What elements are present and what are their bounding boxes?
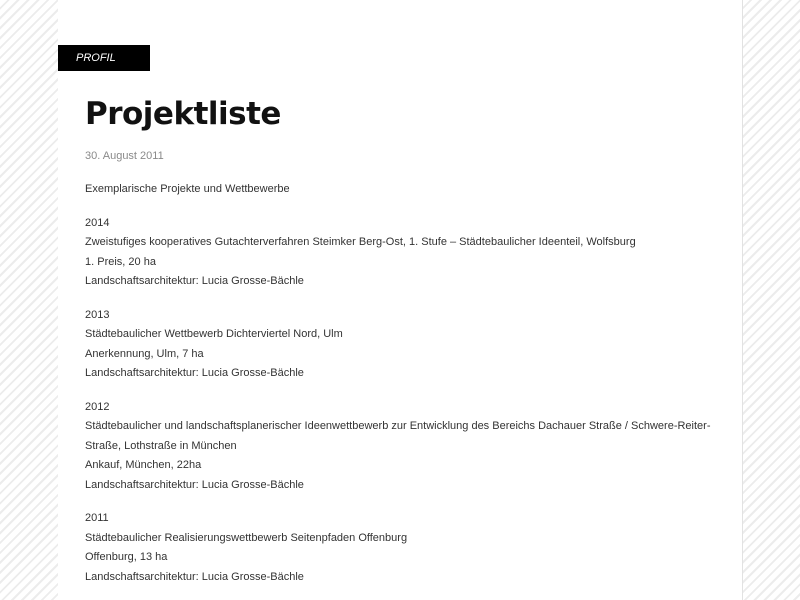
project-title: Städtebaulicher Wettbewerb Dichterviertel Nord, Ulm [85, 328, 343, 340]
project-result: Ankauf, München, 22ha [85, 459, 202, 471]
project-landscape-architect: Landschaftsarchitektur: Lucia Grosse-Bächle [85, 275, 304, 287]
project-landscape-architect: Landschaftsarchitektur: Lucia Grosse-Bächle [85, 570, 304, 583]
project-entry-2011 [85, 509, 725, 587]
project-landscape-architect: Landschaftsarchitektur: Lucia Grosse-Bächle [85, 478, 304, 491]
post-date: 30. August 2011 [85, 150, 164, 162]
project-entry-2014 [85, 214, 725, 292]
intro-text: Exemplarische Projekte und Wettbewerbe [85, 183, 290, 195]
project-title: Städtebaulicher und landschaftsplanerischer Ideenwettbewerb zur Entwicklung des Bereichs Dachauer Straße / Schwere-Reiter-Straße, Lothstraße in München [85, 420, 711, 452]
project-result: Anerkennung, Ulm, 7 ha [85, 347, 204, 360]
post-content [85, 180, 725, 600]
project-entry-2012 [85, 398, 725, 496]
project-year: 2014 [85, 216, 110, 229]
page-title: Projektliste [85, 96, 281, 132]
project-year: 2011 [85, 512, 109, 524]
content-page [58, 0, 743, 600]
project-title: Städtebaulicher Realisierungswettbewerb Seitenpfaden Offenburg [85, 531, 408, 544]
project-year: 2013 [85, 308, 110, 321]
project-landscape-architect: Landschaftsarchitektur: Lucia Grosse-Bächle [85, 367, 304, 379]
category-tag-profil[interactable]: PROFIL [58, 45, 150, 71]
project-year: 2012 [85, 400, 110, 413]
project-title: Zweistufiges kooperatives Gutachterverfahren Steimker Berg-Ost, 1. Stufe – Städtebaulicher Ideenteil, Wolfsburg [85, 236, 636, 248]
project-entry-2013 [85, 306, 725, 384]
project-result: Offenburg, 13 ha [85, 551, 168, 563]
project-result: 1. Preis, 20 ha [85, 255, 156, 268]
